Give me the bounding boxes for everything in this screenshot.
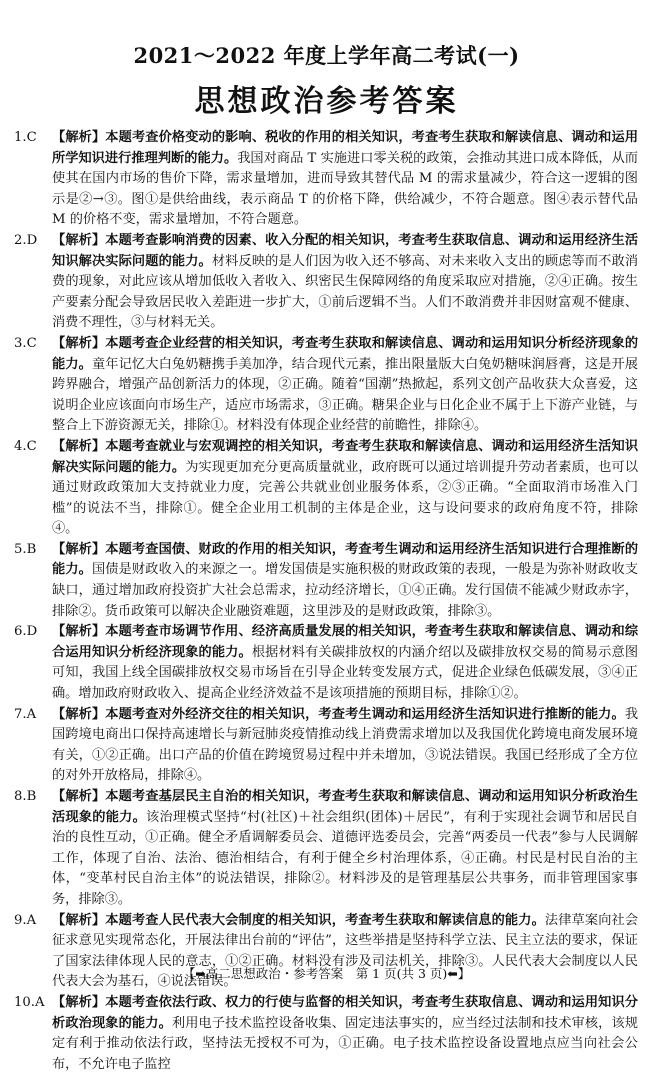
answer-list	[14, 128, 638, 1075]
page-footer: 【➡高二思想政治・参考答案 第 1 页(共 3 页)⬅】	[182, 966, 471, 981]
answer-item	[14, 993, 638, 1075]
answer-topic: 本题考查影响消费的因素、收入分配的相关知识，考查考生获取信息、调动和运用经济生活知识解决实际问题的能力。	[52, 232, 639, 269]
answer-body	[52, 128, 638, 231]
answer-text: 法律草案向社会征求意见实现常态化，开展法律出台前的“评估”，这些举措是坚持科学立法、民主立法的要求，保证了国家法律体现人民的意志，①②正确。材料没有涉及司法机关，排除③。人民代表大会制度以人民代表大会为基石，④说法错误。	[52, 912, 639, 990]
answer-body	[52, 231, 638, 334]
answer-text: 为实现更加充分更高质量就业，政府既可以通过培训提升劳动者素质，也可以通过财政政策加大支持就业力度，完善公共就业创业服务体系，②③正确。“全面取消市场准入门槛”的说法不当，排除①。健全企业用工机制的主体是企业，这与设问要求的政府角度不符，排除④。	[52, 459, 639, 537]
answer-topic: 本题考查国债、财政的作用的相关知识，考查考生调动和运用经济生活知识进行合理推断的能力。	[52, 541, 639, 578]
answer-topic: 本题考查人民代表大会制度的相关知识，考查考生获取和解读信息的能力。	[105, 912, 545, 928]
answer-number: 7.A	[14, 706, 37, 722]
answer-text: 根据材料有关碳排放权的内涵介绍以及碳排放权交易的简易示意图可知，我国上线全国碳排放权交易市场旨在引导企业转变发展方式，促进企业绿色低碳发展，③④正确。增加政府财政收入、提高企业经济效益不是该项措施的预期目标，排除①②。	[52, 644, 639, 702]
answer-item	[14, 705, 638, 787]
answer-text: 材料反映的是人们因为收入还不够高、对未来收入支出的顾虑等而不敢消费的现象，对此应该从增加低收入者收入、织密民生保障网络的角度采取应对措施，②④正确。按生产要素分配会导致居民收入差距进一步扩大，①前后逻辑不当。人们不敢消费并非因财富观不健康、消费不理性，③与材料无关。	[52, 253, 639, 331]
analysis-tag: 【解析】	[52, 130, 106, 145]
answer-number: 5.B	[14, 541, 37, 557]
analysis-tag: 【解析】	[52, 789, 106, 804]
answer-text: 我国对商品 T 实施进口零关税的政策，会推动其进口成本降低，从而使其在国内市场的售价下降，需求量增加，进而导致其替代品 M 的需求量减少，符合这一逻辑的图示是②→③。图①是供给曲线，表示商品 T 的价格下降，供给减少，不符合题意。图④表示替代品 M 的价格不变，需求量增加，不符合题意。	[52, 150, 638, 228]
answer-number: 10.A	[14, 994, 45, 1010]
answer-item	[14, 540, 638, 622]
exam-title: 2021～2022 年度上学年高二考试(一)	[133, 43, 520, 68]
answer-body	[52, 787, 638, 911]
answer-body	[52, 705, 638, 787]
answer-topic: 本题考查价格变动的影响、税收的作用的相关知识，考查考生获取和解读信息、调动和运用所学知识进行推理判断的能力。	[52, 130, 639, 166]
analysis-tag: 【解析】	[52, 994, 106, 1010]
answer-item	[14, 334, 638, 437]
analysis-tag: 【解析】	[52, 912, 106, 928]
answer-number: 6.D	[14, 624, 38, 640]
answer-number: 3.C	[14, 335, 37, 351]
answer-text: 国债是财政收入的来源之一。增发国债是实施积极的财政政策的表现，一般是为弥补财政收支缺口，通过增加政府投资扩大社会总需求，拉动经济增长，①④正确。发行国债不能减少财政赤字，排除②。货币政策可以解决企业融资难题，这里涉及的是财政政策，排除③。	[52, 562, 639, 619]
answer-number: 1.C	[14, 130, 37, 145]
analysis-tag: 【解析】	[52, 706, 106, 722]
analysis-tag: 【解析】	[52, 541, 106, 557]
answer-body	[52, 993, 638, 1075]
answer-item	[14, 231, 638, 334]
analysis-tag: 【解析】	[52, 624, 106, 640]
answer-body	[52, 540, 638, 622]
answer-topic: 本题考查基层民主自治的相关知识，考查考生获取和解读信息、调动和运用知识分析政治生活现象的能力。	[52, 789, 639, 825]
answer-item	[14, 128, 638, 231]
analysis-tag: 【解析】	[52, 232, 106, 248]
answer-body	[52, 437, 638, 540]
analysis-tag: 【解析】	[52, 438, 106, 454]
answer-topic: 本题考查企业经营的相关知识，考查考生获取和解读信息、调动和运用知识分析经济现象的能力。	[52, 335, 639, 372]
answer-number: 2.D	[14, 232, 38, 248]
answer-item	[14, 437, 638, 540]
answer-topic: 本题考查市场调节作用、经济高质量发展的相关知识，考查考生获取和解读信息、调动和综合运用知识分析经济现象的能力。	[52, 624, 639, 660]
answer-item	[14, 787, 638, 911]
answer-subtitle: 思想政治参考答案	[194, 84, 459, 119]
answer-text: 童年记忆大白兔奶糖携手美加净，结合现代元素，推出限量版大白兔奶糖味润唇膏，这是开展跨界融合，增强产品创新活力的体现，②正确。随着“国潮”热掀起，系列文创产品收获大众喜爱，这说明企业应该面向市场生产，适应市场需求，③正确。糖果企业与日化企业不属于上下游产业链，与整合上下游资源无关，排除①。材料没有体现企业经营的前瞻性，排除④。	[52, 356, 639, 434]
answer-text: 利用电子技术监控设备收集、固定违法事实的，应当经过法制和技术审核，该规定有利于推动依法行政，坚持法无授权不可为，①正确。电子技术监控设备设置地点应当向社会公布，不允许电子监控	[52, 1015, 638, 1072]
answer-text: 该治理模式坚持“村(社区)＋社会组织(团体)＋居民”，有利于实现社会调节和居民自治的良性互动，①正确。健全矛盾调解委员会、道德评选委员会，完善“两委员一代表”参与人民调解工作，体现了自治、法治、德治相结合，有利于健全乡村治理体系，④正确。村民是村民自治的主体，“变革村民自治主体”的说法错误，排除②。材料涉及的是管理基层公共事务，而非管理国家事务，排除③。	[52, 809, 639, 907]
answer-body	[52, 334, 638, 437]
answer-number: 4.C	[14, 438, 37, 454]
answer-body	[52, 622, 638, 704]
answer-topic: 本题考查依法行政、权力的行使与监督的相关知识，考查考生获取信息、调动和运用知识分析政治现象的能力。	[52, 994, 639, 1031]
answer-topic: 本题考查对外经济交往的相关知识，考查考生调动和运用经济生活知识进行推断的能力。	[105, 706, 625, 722]
analysis-tag: 【解析】	[52, 335, 106, 351]
answer-topic: 本题考查就业与宏观调控的相关知识，考查考生获取和解读信息、调动和运用经济生活知识解决实际问题的能力。	[52, 438, 639, 475]
answer-text: 我国跨境电商出口保持高速增长与新冠肺炎疫情推动线上消费需求增加以及我国优化跨境电商发展环境有关，①②正确。出口产品的价值在跨境贸易过程中并未增加，③说法错误。我国已经形成了全方位的对外开放格局，排除④。	[52, 706, 639, 784]
answer-number: 9.A	[14, 912, 37, 928]
answer-item	[14, 622, 638, 704]
answer-number: 8.B	[14, 789, 37, 804]
